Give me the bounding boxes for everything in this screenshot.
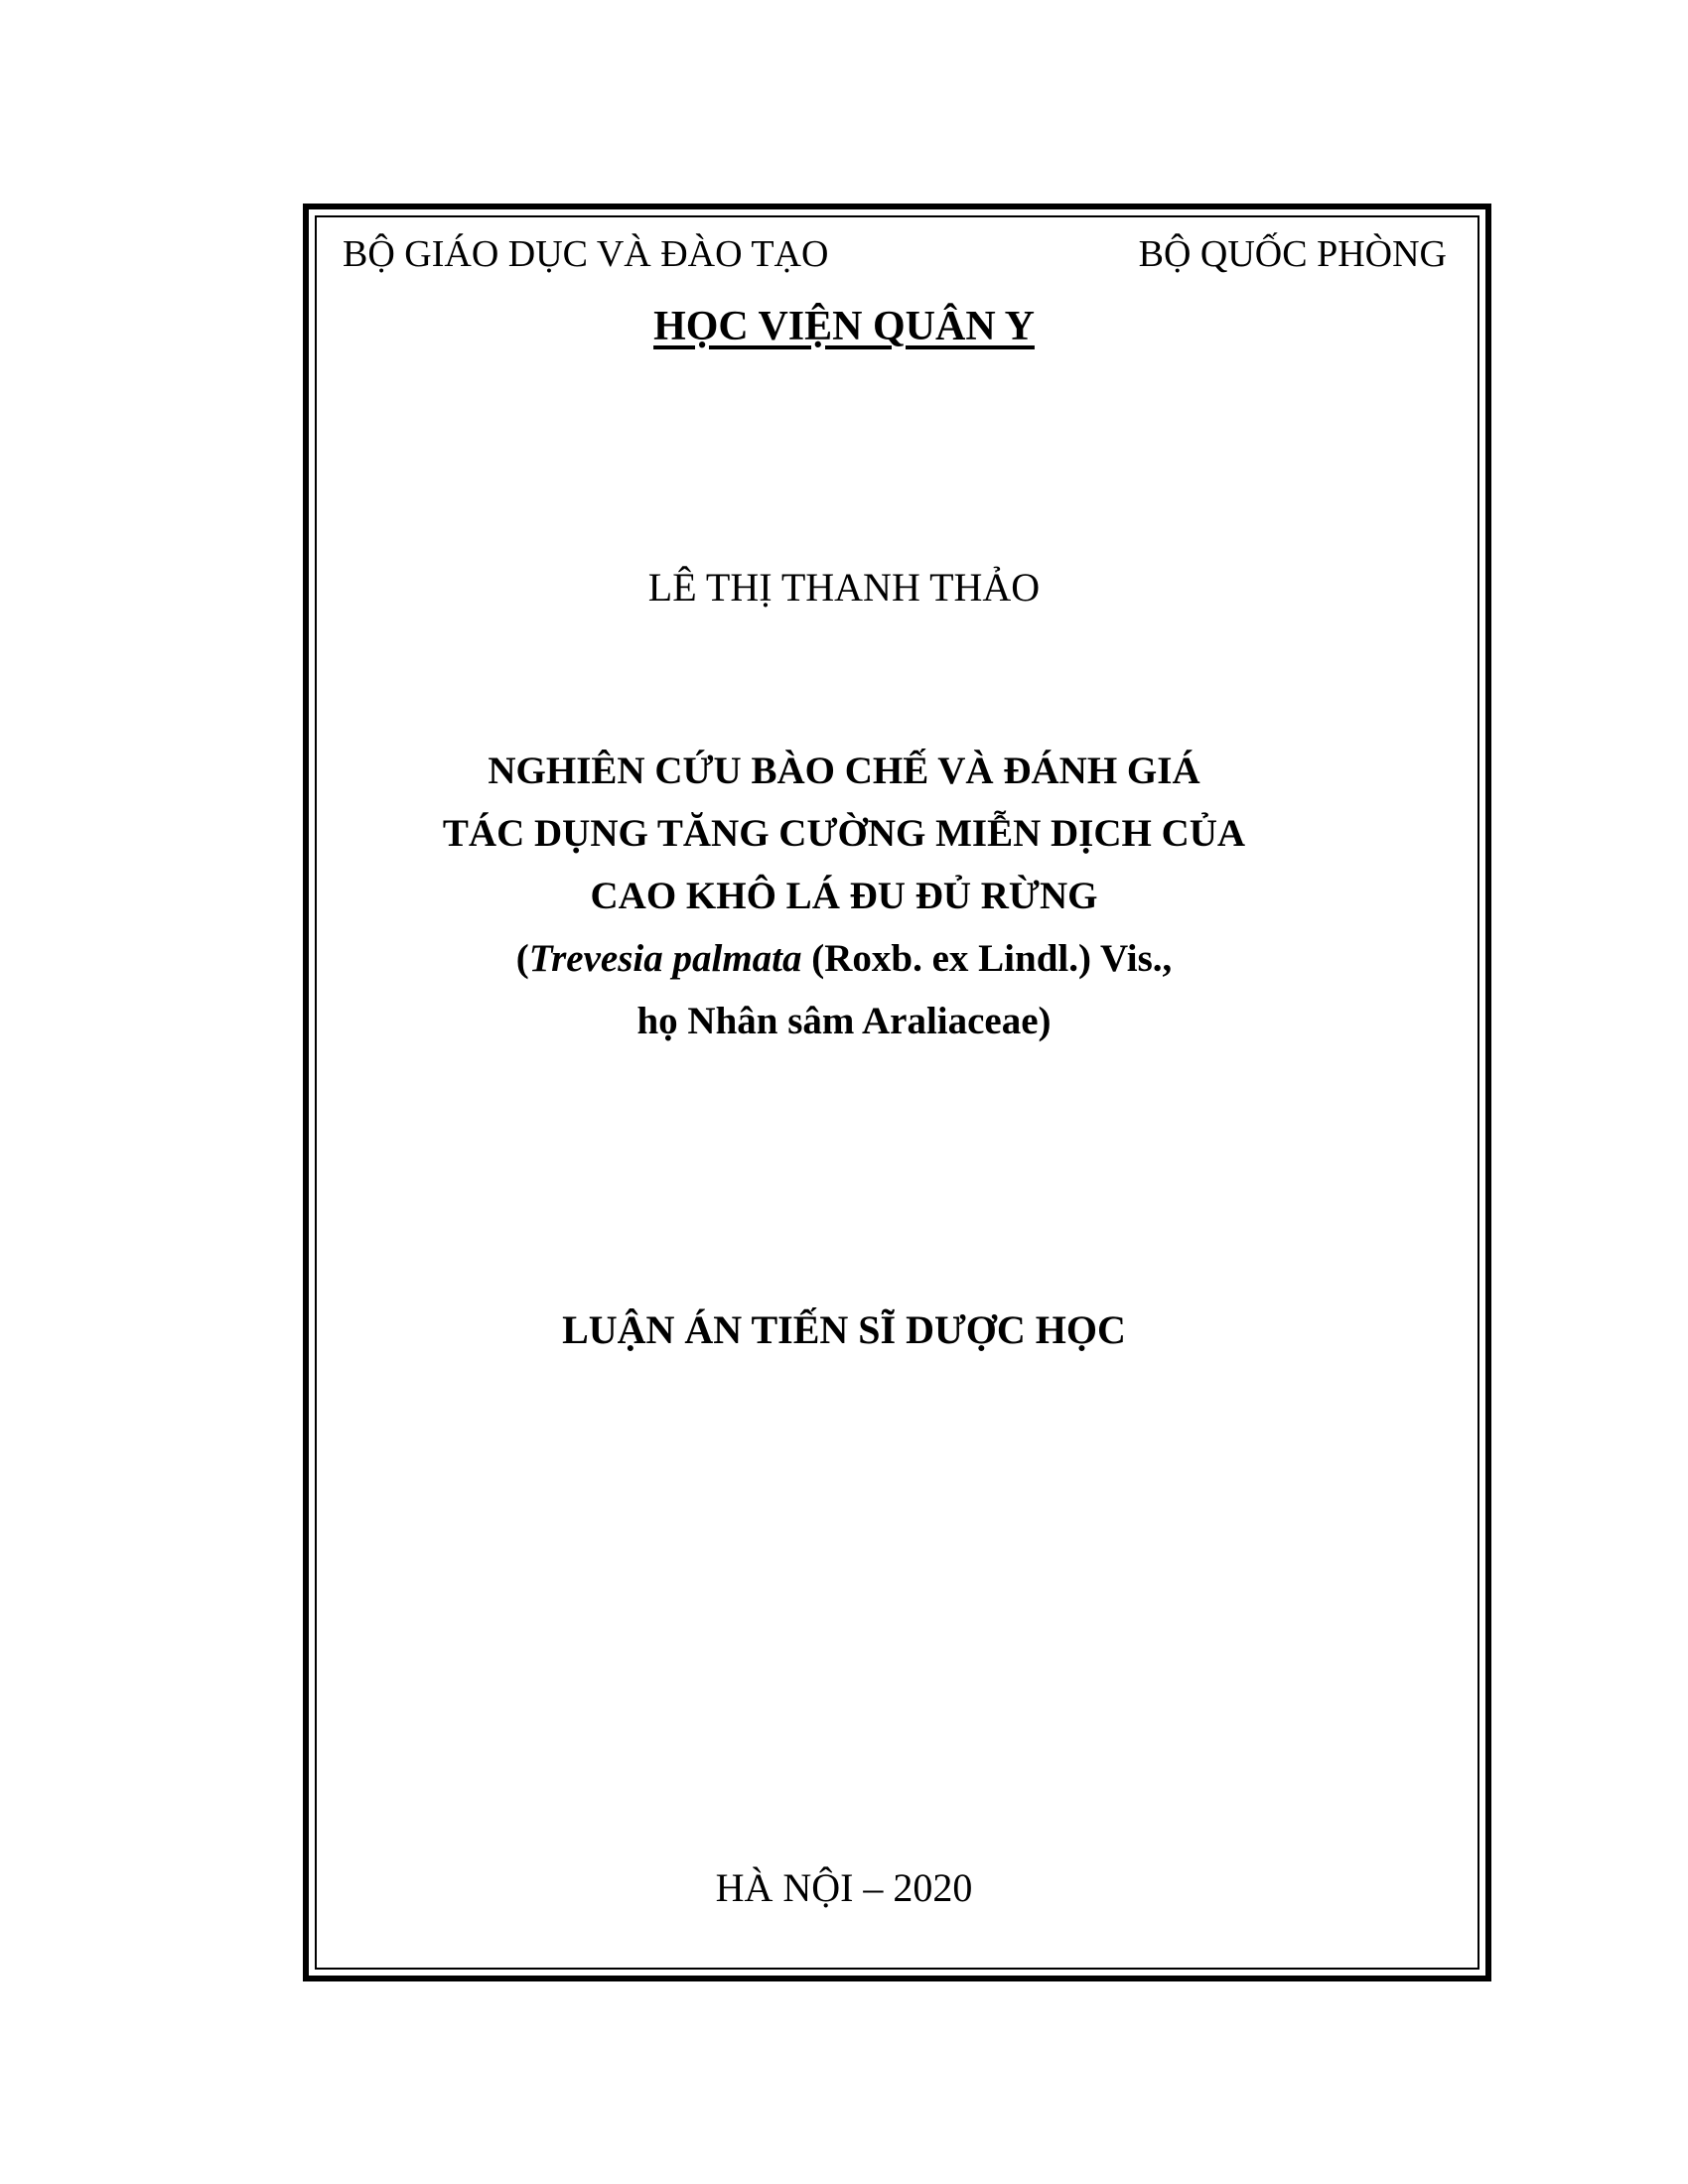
species-authority: (Roxb. ex Lindl.) Vis., [801, 937, 1173, 980]
place-year: HÀ NỘI – 2020 [715, 1865, 973, 1910]
institution-name: HỌC VIỆN QUÂN Y [653, 304, 1035, 349]
author-name: LÊ THỊ THANH THẢO [647, 565, 1041, 610]
title-line-4 [0, 927, 1688, 990]
title-line-3: CAO KHÔ LÁ ĐU ĐỦ RỪNG [590, 875, 1098, 917]
inner-border [315, 215, 1479, 1970]
ministry-left: BỘ GIÁO DỤC VÀ ĐÀO TẠO [343, 233, 829, 275]
degree-type: LUẬN ÁN TIẾN SĨ DƯỢC HỌC [562, 1307, 1126, 1352]
title-line-2: TÁC DỤNG TĂNG CƯỜNG MIỄN DỊCH CỦA [442, 812, 1246, 855]
ministry-right: BỘ QUỐC PHÒNG [1138, 233, 1447, 275]
title-open-paren: ( [515, 937, 529, 980]
title-line-5: họ Nhân sâm Araliaceae) [636, 1000, 1052, 1042]
species-name: Trevesia palmata [528, 937, 802, 980]
thesis-title [0, 740, 1688, 1052]
title-line-1: NGHIÊN CỨU BÀO CHẾ VÀ ĐÁNH GIÁ [488, 750, 1200, 792]
